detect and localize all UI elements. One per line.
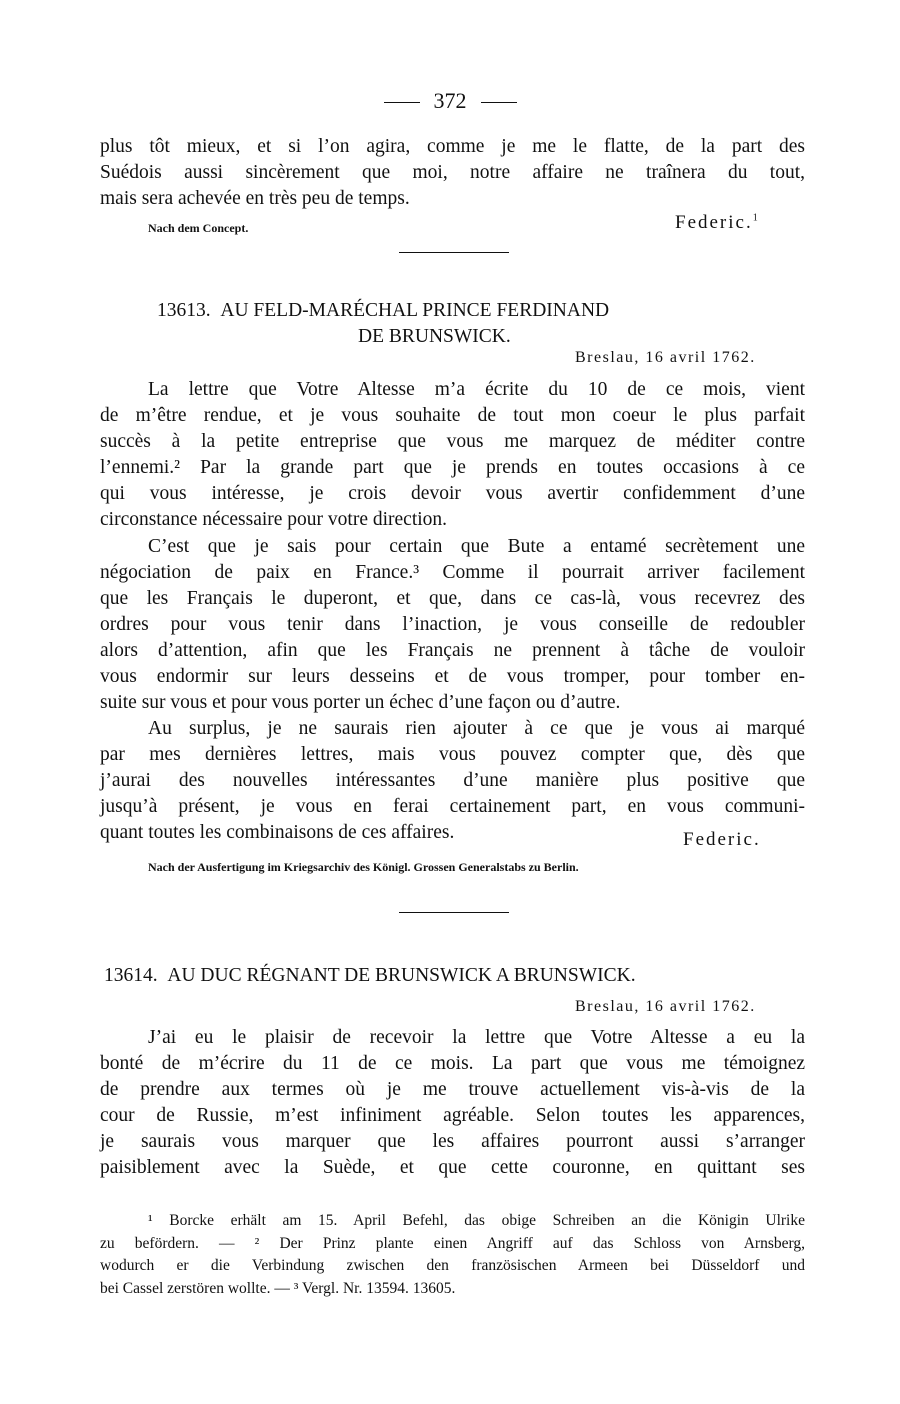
text-line: qui vous intéresse, je crois devoir vous avertir confidemment d’une — [100, 483, 805, 504]
text-line: bonté de m’écrire du 11 de ce mois. La part que vous me témoignez — [100, 1053, 805, 1074]
page-number: 372 — [433, 88, 467, 113]
footnote-line: bei Cassel zerstören wollte. — ³ Vergl. Nr. 13594. 13605. — [100, 1280, 456, 1297]
text-line: alors d’attention, afin que les Français ne prennent à tâche de vouloir — [100, 640, 805, 661]
text-line: J’ai eu le plaisir de recevoir la lettre que Votre Altesse a eu la — [148, 1027, 805, 1048]
source-note: Nach dem Concept. — [148, 221, 249, 235]
letter-recipient: AU FELD-MARÉCHAL PRINCE FERDINAND — [220, 300, 610, 321]
separator-rule — [399, 912, 509, 913]
text-line: négociation de paix en France.³ Comme il pourrait arriver facilement — [100, 562, 805, 583]
signature: Federic.$^1$ — [675, 212, 760, 233]
text-line: ordres pour vous tenir dans l’inaction, je vous conseille de redoubler — [100, 614, 805, 635]
text-line: mais sera achevée en très peu de temps. — [100, 188, 410, 209]
text-line: Au surplus, je ne saurais rien ajouter à ce que je vous ai marqué — [148, 718, 805, 739]
text-line: paisiblement avec la Suède, et que cette couronne, en quittant ses — [100, 1157, 805, 1178]
footnote-line: wodurch er die Verbindung zwischen den französischen Armeen bei Düsseldorf und — [100, 1257, 805, 1274]
signature: Federic. — [683, 829, 761, 850]
text-line: La lettre que Votre Altesse m’a écrite du 10 de ce mois, vient — [148, 379, 805, 400]
text-line: l’ennemi.² Par la grande part que je prends en toutes occasions à ce — [100, 457, 805, 478]
text-line: Suédois aussi sincèrement que moi, notre affaire ne traînera du tout, — [100, 162, 805, 183]
text-line: que les Français le duperont, et que, dans ce cas-là, vous recevrez des — [100, 588, 805, 609]
text-line: suite sur vous et pour vous porter un échec d’une façon ou d’autre. — [100, 692, 621, 713]
text-line: circonstance nécessaire pour votre direction. — [100, 509, 448, 530]
footnote-mark: 1 — [752, 212, 760, 224]
text-line: quant toutes les combinaisons de ces affaires. — [100, 822, 455, 843]
letter-number: 13613. — [157, 300, 211, 321]
letter-date: Breslau, 16 avril 1762. — [575, 349, 756, 366]
letter-date: Breslau, 16 avril 1762. — [575, 998, 756, 1015]
text-line: par mes dernières lettres, mais vous pouvez compter que, dès que — [100, 744, 805, 765]
letter-heading — [104, 965, 636, 987]
right-dash — [481, 102, 517, 103]
text-line: vous endormir sur leurs desseins et de vous tromper, pour tomber en- — [100, 666, 805, 687]
text-line: de prendre aux termes où je me trouve actuellement vis-à-vis de la — [100, 1079, 805, 1100]
page-number-header — [0, 88, 900, 114]
left-dash — [384, 102, 420, 103]
letter-heading — [157, 300, 609, 322]
text-line: j’aurai des nouvelles intéressantes d’une manière plus positive que — [100, 770, 805, 791]
text-line: plus tôt mieux, et si l’on agira, comme je me le flatte, de la part des — [100, 136, 805, 157]
text-line: C’est que je sais pour certain que Bute a entamé secrètement une — [148, 536, 805, 557]
separator-rule — [399, 252, 509, 253]
text-line: cour de Russie, m’est infiniment agréable. Selon toutes les apparences, — [100, 1105, 805, 1126]
text-line: succès à la petite entreprise que vous me marquez de méditer contre — [100, 431, 805, 452]
source-note: Nach der Ausfertigung im Kriegsarchiv des Königl. Grossen Generalstabs zu Berlin. — [148, 860, 579, 874]
text-line: jusqu’à présent, je vous en ferai certainement part, en vous communi- — [100, 796, 805, 817]
footnote-line: zu befördern. — ² Der Prinz plante einen Angriff auf das Schloss von Arnsberg, — [100, 1235, 805, 1252]
text-line: je saurais vous marquer que les affaires pourront aussi s’arranger — [100, 1131, 805, 1152]
letter-recipient: AU DUC RÉGNANT DE BRUNSWICK A BRUNSWICK. — [167, 965, 636, 986]
text-line: de m’être rendue, et je vous souhaite de tout mon coeur le plus parfait — [100, 405, 805, 426]
letter-number: 13614. — [104, 965, 158, 986]
letter-recipient-cont: DE BRUNSWICK. — [358, 326, 511, 347]
footnote-line: ¹ Borcke erhält am 15. April Befehl, das obige Schreiben an die Königin Ulrike — [148, 1212, 805, 1229]
